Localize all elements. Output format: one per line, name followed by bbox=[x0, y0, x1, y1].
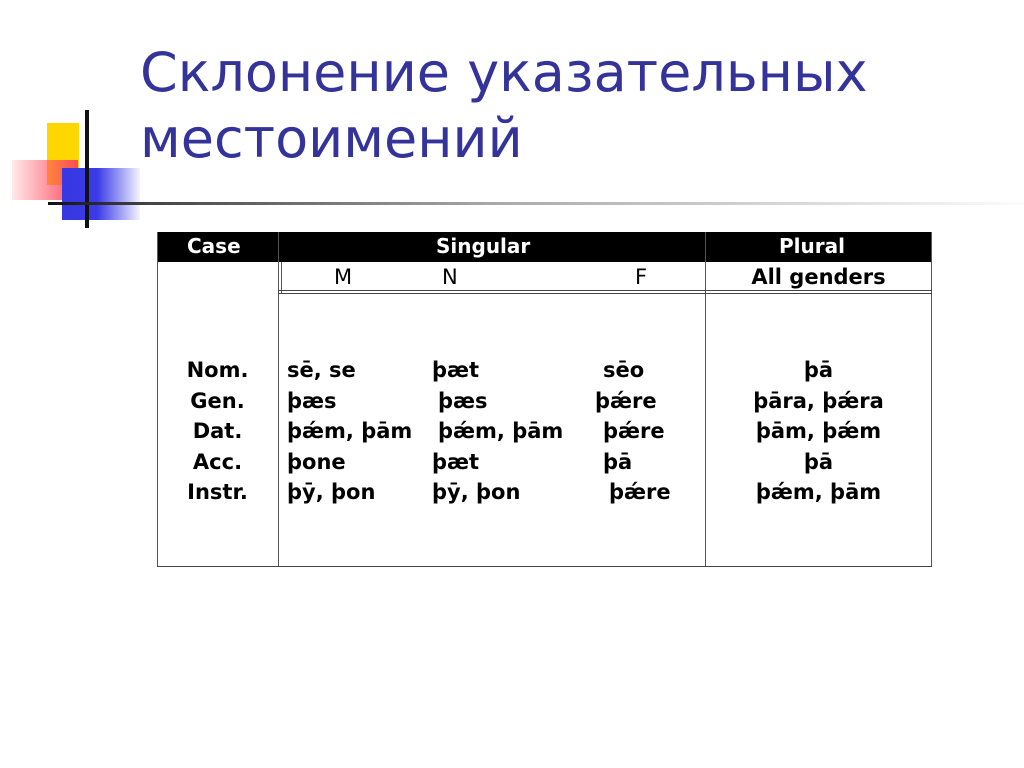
pl-dat: þām, þǽm bbox=[755, 419, 882, 443]
neuter-column bbox=[432, 355, 563, 508]
declension-table bbox=[157, 232, 932, 567]
header-singular: Singular bbox=[436, 234, 531, 258]
slide-title: Склонение указательных местоимений bbox=[140, 41, 868, 170]
case-acc: Acc. bbox=[192, 449, 243, 474]
header-plural: Plural bbox=[779, 234, 845, 258]
subheader-n: N bbox=[442, 265, 458, 289]
case-gen: Gen. bbox=[190, 388, 245, 413]
subheader-line-2 bbox=[278, 293, 932, 294]
table-divider-case bbox=[278, 232, 279, 567]
decor-vertical-line bbox=[85, 110, 89, 228]
f-instr: þǽre bbox=[609, 480, 671, 504]
masculine-column bbox=[287, 355, 412, 508]
f-acc: þā bbox=[603, 449, 633, 474]
header-case: Case bbox=[187, 234, 241, 258]
table-header-row bbox=[157, 232, 932, 262]
n-dat: þǽm, þām bbox=[438, 419, 564, 443]
f-gen: þǽre bbox=[595, 388, 657, 413]
subheader-m: M bbox=[334, 265, 353, 289]
feminine-column bbox=[595, 355, 671, 508]
m-instr: þȳ, þon bbox=[287, 480, 376, 504]
n-gen: þæs bbox=[438, 388, 488, 413]
case-dat: Dat. bbox=[192, 419, 243, 443]
pl-gen: þāra, þǽra bbox=[753, 388, 884, 413]
subheader-all-genders: All genders bbox=[751, 265, 886, 289]
f-nom: sēo bbox=[603, 358, 645, 382]
pl-instr: þǽm, þām bbox=[755, 480, 882, 504]
table-border-right bbox=[931, 232, 932, 567]
case-column bbox=[157, 355, 278, 508]
subheader-f: F bbox=[635, 265, 648, 289]
n-nom: þæt bbox=[432, 358, 480, 382]
m-nom: sē, se bbox=[287, 358, 356, 382]
m-gen: þæs bbox=[287, 388, 337, 413]
decor-blue-square bbox=[62, 168, 140, 220]
m-acc: þone bbox=[287, 449, 346, 474]
case-instr: Instr. bbox=[187, 480, 248, 504]
n-instr: þȳ, þon bbox=[432, 480, 521, 504]
pl-nom: þā bbox=[803, 358, 834, 382]
plural-column bbox=[706, 355, 931, 508]
pl-acc: þā bbox=[803, 449, 834, 474]
decor-horizontal-rule bbox=[48, 202, 1024, 205]
n-acc: þæt bbox=[432, 449, 480, 474]
m-dat: þǽm, þām bbox=[287, 419, 413, 443]
subheader-inner-line bbox=[281, 262, 282, 293]
case-nom: Nom. bbox=[186, 358, 249, 382]
table-border-bottom bbox=[157, 566, 932, 567]
f-dat: þǽre bbox=[603, 419, 665, 443]
